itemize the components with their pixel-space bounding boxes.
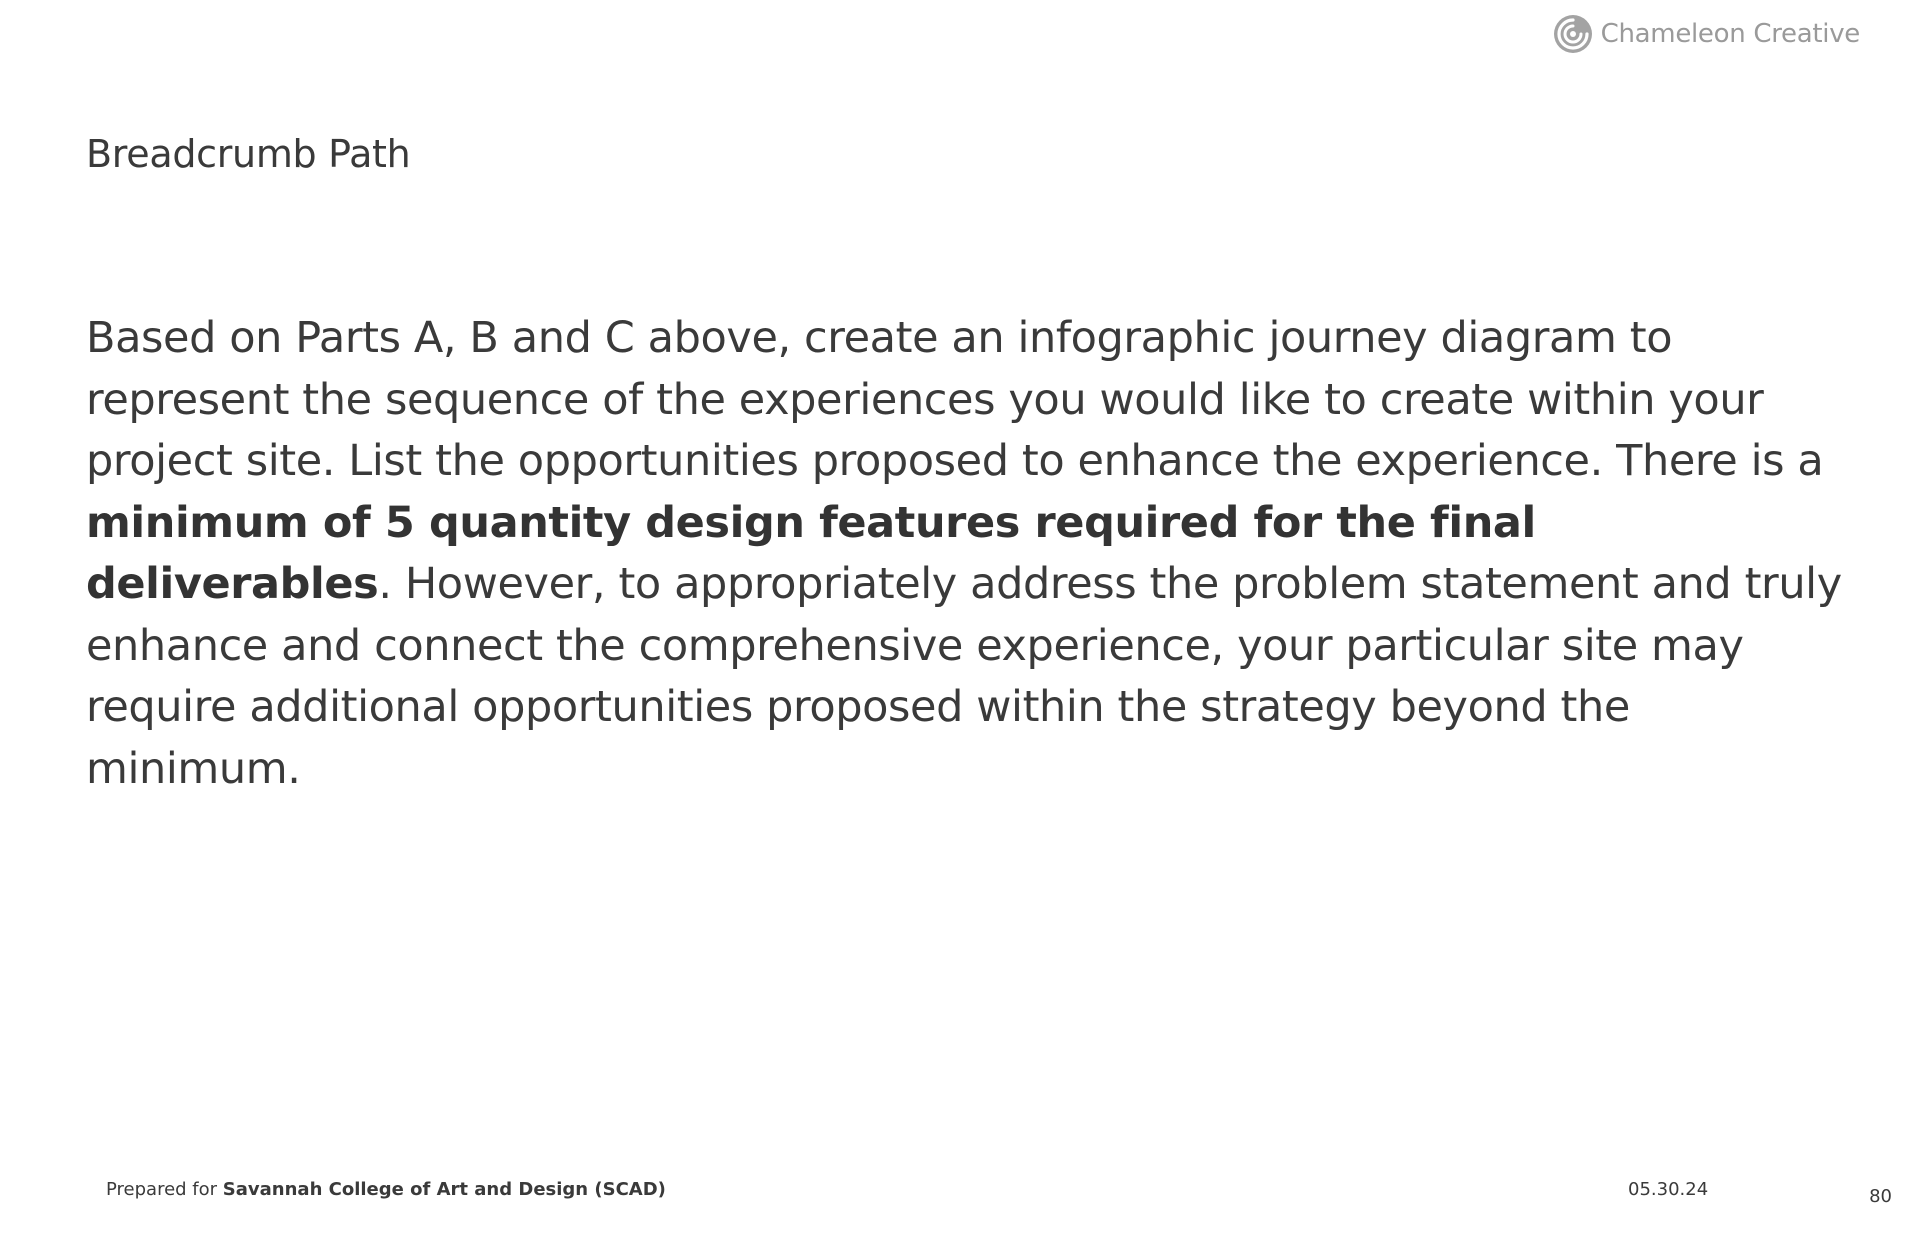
body-emphasis-end: . xyxy=(378,559,392,609)
brand-logo xyxy=(1551,12,1860,56)
body-emphasis: minimum of 5 quantity design features required for the final deliverables xyxy=(86,497,1536,609)
prepared-label: Prepared for xyxy=(106,1179,218,1200)
spiral-logo-icon xyxy=(1551,12,1595,56)
body-rest: However, to appropriately address the problem statement and truly enhance and connect the comprehensive experience, your particular site may require additional opportunities proposed within the strategy beyond the minimum. xyxy=(86,559,1842,794)
client-name: Savannah College of Art and Design (SCAD) xyxy=(222,1179,666,1200)
footer-date: 05.30.24 xyxy=(1628,1179,1709,1200)
page-number: 80 xyxy=(1869,1186,1892,1207)
body-paragraph xyxy=(86,308,1856,800)
brand-name: Chameleon Creative xyxy=(1600,19,1860,49)
footer-prepared-for xyxy=(106,1179,666,1200)
body-intro: Based on Parts A, B and C above, create an infographic journey diagram to represent the sequence of the experiences you would like to create within your project site. List the opportunities proposed to enhance the experience. There is a xyxy=(86,313,1824,486)
page-title: Breadcrumb Path xyxy=(86,132,411,176)
